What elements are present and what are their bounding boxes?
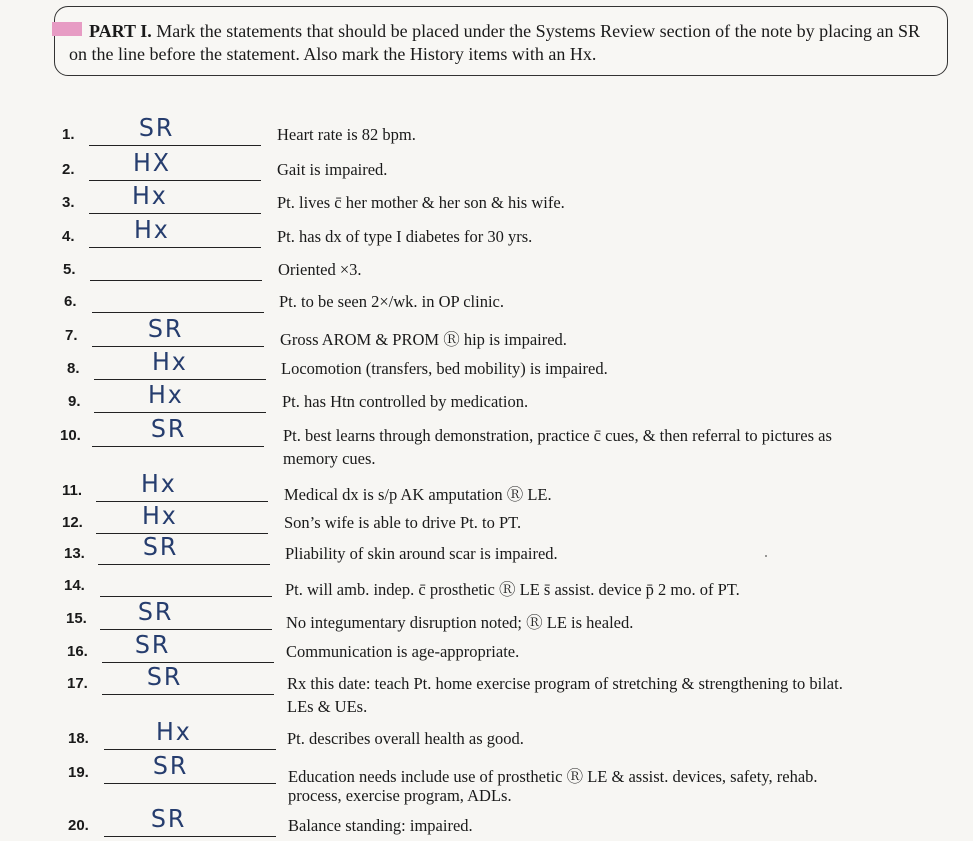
item-number: 13. <box>64 545 85 562</box>
item-number: 18. <box>68 730 89 747</box>
answer-line[interactable] <box>96 501 268 502</box>
item-number: 5. <box>63 261 76 278</box>
answer-line[interactable] <box>89 145 261 146</box>
statement-text: No integumentary disruption noted; Ⓡ LE is healed. <box>286 613 634 632</box>
answer-line[interactable] <box>96 533 268 534</box>
item-number: 9. <box>68 393 81 410</box>
item-number: 6. <box>64 293 77 310</box>
statement-text: Pt. describes overall health as good. <box>287 729 524 748</box>
handwritten-answer: Hx <box>155 717 192 746</box>
item-number: 3. <box>62 194 75 211</box>
handwritten-answer: Hx <box>140 469 177 498</box>
answer-line[interactable] <box>104 836 276 837</box>
item-number: 1. <box>62 126 75 143</box>
answer-line[interactable] <box>100 629 272 630</box>
part-heading: PART I. <box>89 21 152 41</box>
answer-line[interactable] <box>89 247 261 248</box>
answer-line[interactable] <box>92 446 264 447</box>
statement-text: Pt. will amb. indep. c̄ prosthetic Ⓡ LE s̄ assist. device p̄ 2 mo. of PT. <box>285 580 740 599</box>
statement-text: Education needs include use of prosthetic Ⓡ LE & assist. devices, safety, rehab. <box>288 767 818 786</box>
item-number: 12. <box>62 514 83 531</box>
item-number: 19. <box>68 764 89 781</box>
statement-text: Locomotion (transfers, bed mobility) is impaired. <box>281 359 608 378</box>
handwritten-answer: SR <box>142 532 179 561</box>
handwritten-answer: HX <box>132 148 171 177</box>
statement-text: Medical dx is s/p AK amputation Ⓡ LE. <box>284 485 552 504</box>
handwritten-answer: SR <box>134 630 171 659</box>
statement-text: Pt. has dx of type I diabetes for 30 yrs. <box>277 227 533 246</box>
statement-text: Gross AROM & PROM Ⓡ hip is impaired. <box>280 330 567 349</box>
statement-text: Heart rate is 82 bpm. <box>277 125 416 144</box>
handwritten-answer: SR <box>150 414 187 443</box>
handwritten-answer: Hx <box>151 347 188 376</box>
answer-line[interactable] <box>100 596 272 597</box>
statement-text: Oriented ×3. <box>278 260 362 279</box>
item-number: 11. <box>62 482 83 499</box>
item-number: 17. <box>67 675 88 692</box>
answer-line[interactable] <box>102 694 274 695</box>
speck <box>765 555 767 557</box>
answer-line[interactable] <box>89 180 261 181</box>
statement-text: Pt. to be seen 2×/wk. in OP clinic. <box>279 292 505 311</box>
handwritten-answer: SR <box>146 662 183 691</box>
answer-line[interactable] <box>92 312 264 313</box>
answer-line[interactable] <box>89 213 261 214</box>
handwritten-answer: Hx <box>147 380 184 409</box>
statement-continuation: memory cues. <box>283 449 376 468</box>
answer-line[interactable] <box>98 564 270 565</box>
answer-line[interactable] <box>104 783 276 784</box>
handwritten-answer: SR <box>138 113 175 142</box>
item-number: 14. <box>64 577 85 594</box>
answer-line[interactable] <box>104 749 276 750</box>
statement-continuation: process, exercise program, ADLs. <box>288 786 512 805</box>
item-number: 8. <box>67 360 80 377</box>
item-number: 16. <box>67 643 88 660</box>
instructions-text <box>69 20 929 66</box>
handwritten-answer: Hx <box>131 181 168 210</box>
statement-text: Pt. has Htn controlled by medication. <box>282 392 529 411</box>
handwritten-answer: SR <box>147 314 184 343</box>
statement-text: Pt. best learns through demonstration, practice c̄ cues, & then referral to pictures as <box>283 426 832 445</box>
statement-continuation: LEs & UEs. <box>287 697 368 716</box>
item-number: 20. <box>68 817 89 834</box>
handwritten-answer: SR <box>150 804 187 833</box>
answer-line[interactable] <box>94 412 266 413</box>
statement-text: Communication is age-appropriate. <box>286 642 520 661</box>
item-number: 15. <box>66 610 87 627</box>
answer-line[interactable] <box>102 662 274 663</box>
handwritten-answer: SR <box>137 597 174 626</box>
statement-text: Pt. lives c̄ her mother & her son & his wife. <box>277 193 565 212</box>
statement-text: Rx this date: teach Pt. home exercise program of stretching & strengthening to bilat. <box>287 674 843 693</box>
handwritten-answer: SR <box>152 751 189 780</box>
item-number: 7. <box>65 327 78 344</box>
instructions-body: Mark the statements that should be placed under the Systems Review section of the note by placing an SR on the line before the statement. Also mark the History items with an Hx. <box>69 21 921 64</box>
statement-text: Son’s wife is able to drive Pt. to PT. <box>284 513 522 532</box>
statement-text: Pliability of skin around scar is impaired. <box>285 544 558 563</box>
item-number: 2. <box>62 161 75 178</box>
answer-line[interactable] <box>90 280 262 281</box>
statement-text: Balance standing: impaired. <box>288 816 473 835</box>
item-number: 10. <box>60 427 81 444</box>
handwritten-answer: Hx <box>133 215 170 244</box>
item-number: 4. <box>62 228 75 245</box>
handwritten-answer: Hx <box>141 501 178 530</box>
statement-text: Gait is impaired. <box>277 160 388 179</box>
